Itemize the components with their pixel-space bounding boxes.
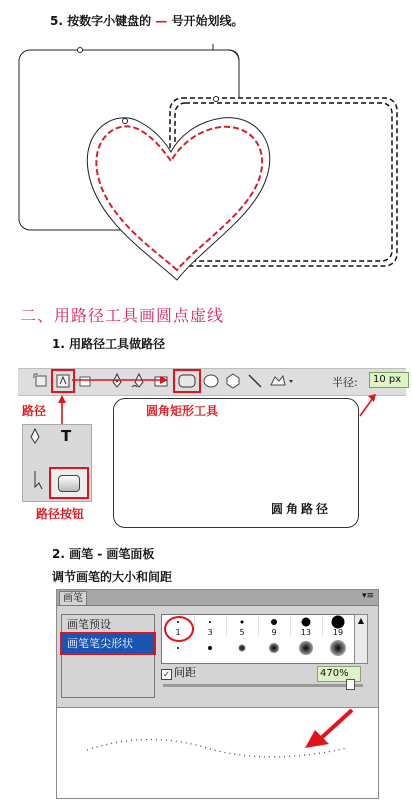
tip-soft-d[interactable] <box>258 640 290 662</box>
scroll-up-icon[interactable]: ▲ <box>357 616 365 625</box>
radius-input[interactable]: 10 px <box>369 372 409 388</box>
tip-soft-b[interactable] <box>194 640 226 662</box>
tip-scrollbar[interactable] <box>354 614 368 664</box>
tip-1-highlight <box>164 616 194 642</box>
step2-title: 2. 画笔 - 画笔面板 <box>52 547 155 561</box>
tip-5[interactable]: 5 <box>226 615 259 637</box>
outer-rect-top <box>30 44 239 90</box>
step5-prefix: 5. 按数字小键盘的 <box>50 14 156 28</box>
tip-soft-a[interactable] <box>162 640 194 662</box>
tip-19[interactable]: 19 <box>322 615 355 637</box>
anchor-point <box>78 48 83 53</box>
type-tool-icon[interactable]: T <box>61 427 72 445</box>
brush-preview <box>56 707 379 799</box>
section2-title: 二、用路径工具画圆点虚线 <box>20 306 225 325</box>
spacing-checkbox[interactable]: ✓ <box>161 669 172 680</box>
spacing-slider-thumb[interactable] <box>346 679 355 690</box>
tools-panel <box>22 424 92 502</box>
tip-soft-c[interactable] <box>226 640 258 662</box>
rounded-path-label: 圆角路径 <box>271 502 332 516</box>
path-tool-button[interactable] <box>49 467 89 499</box>
tip-9[interactable]: 9 <box>258 615 291 637</box>
brush-presets-item[interactable]: 画笔预设 <box>67 618 111 631</box>
anchor-point-2 <box>214 97 219 102</box>
step5-dash: — <box>155 14 168 28</box>
tip-3[interactable]: 3 <box>194 615 227 637</box>
step1-title: 1. 用路径工具做路径 <box>52 337 166 351</box>
path-label: 路径 <box>22 404 47 418</box>
arrow-head <box>160 376 168 384</box>
arrow-to-radius <box>360 398 373 416</box>
brush-tip-shape-item[interactable]: 画笔笔尖形状 <box>62 634 154 653</box>
pen-icon <box>31 429 39 443</box>
arrow-head-radius <box>368 394 376 402</box>
brush-tip-grid <box>161 614 355 664</box>
dotted-stroke-preview <box>57 708 378 798</box>
brush-tab[interactable]: 画笔 <box>59 591 87 605</box>
brush-panel-header <box>57 590 378 606</box>
tip-13[interactable]: 13 <box>290 615 323 637</box>
rounded-rect-icon <box>58 475 80 492</box>
preview-arrow-shaft <box>319 710 352 740</box>
step2-subtitle: 调节画笔的大小和间距 <box>52 570 173 584</box>
spacing-value[interactable]: 470% <box>317 666 361 682</box>
tip-soft-e[interactable] <box>290 640 322 662</box>
spacing-row <box>161 664 196 680</box>
step5-text <box>50 12 243 29</box>
path-select-icon <box>35 471 42 489</box>
dotted-curve <box>87 739 347 757</box>
tip-soft-f[interactable] <box>322 640 354 662</box>
tip-1[interactable]: 1 <box>162 615 195 637</box>
anchor-point-3 <box>123 119 128 124</box>
radius-label: 半径: <box>332 376 358 389</box>
arrow-head-up <box>58 395 66 403</box>
rounded-rect-tool-label: 圆角矩形工具 <box>146 404 219 418</box>
path-button-label: 路径按钮 <box>36 507 85 521</box>
brush-panel <box>56 589 379 708</box>
brush-options-list <box>61 614 155 698</box>
step5-suffix: 号开始划线。 <box>167 14 244 28</box>
panel-menu-icon[interactable]: ▾≡ <box>361 591 374 601</box>
heart-illustration <box>0 30 412 290</box>
spacing-label: 间距 <box>174 666 196 679</box>
spacing-slider[interactable] <box>163 684 363 687</box>
